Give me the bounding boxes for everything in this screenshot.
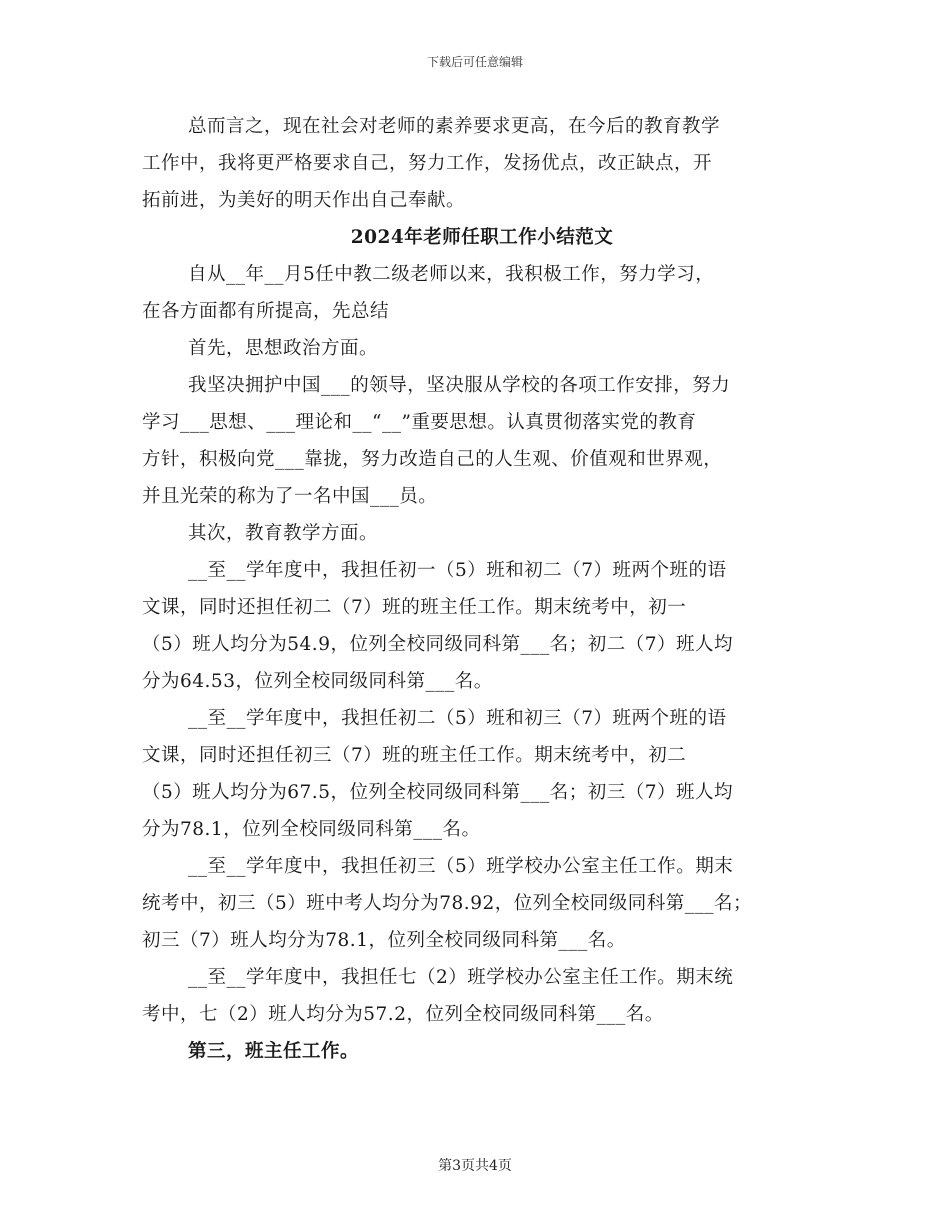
paragraph-line: 统考中，初三（5）班中考人均分为78.92，位列全校同级同科第___名； xyxy=(142,893,752,914)
paragraph-line: 工作中，我将更严格要求自己，努力工作，发扬优点，改正缺点，开 xyxy=(142,153,713,174)
paragraph-line: __至__学年度中，我担任初一（5）班和初二（7）班两个班的语 xyxy=(188,560,727,581)
paragraph-line: 学习___思想、___理论和__“__”重要思想。认真贯彻落实党的教育 xyxy=(142,412,697,433)
paragraph-line: 其次，教育教学方面。 xyxy=(188,523,379,544)
paragraph-line: 分为64.53，位列全校同级同科第___名。 xyxy=(142,671,493,692)
paragraph-line: （5）班人均分为67.5，位列全校同级同科第___名；初三（7）班人均 xyxy=(142,782,733,803)
paragraph-line: 分为78.1，位列全校同级同科第___名。 xyxy=(142,819,481,840)
document-body xyxy=(142,108,822,1070)
paragraph-line: 我坚决拥护中国___的领导，坚决服从学校的各项工作安排，努力 xyxy=(188,375,731,396)
paragraph-line: __至__学年度中，我担任初三（5）班学校办公室主任工作。期末 xyxy=(188,856,734,877)
paragraph-line: 并且光荣的称为了一名中国___员。 xyxy=(142,486,438,507)
paragraph-line: 在各方面都有所提高，先总结 xyxy=(142,301,390,322)
paragraph-line: 初三（7）班人均分为78.1，位列全校同级同科第___名。 xyxy=(142,930,626,951)
paragraph-line: 文课，同时还担任初二（7）班的班主任工作。期末统考中，初一 xyxy=(142,597,687,618)
paragraph-line: 方针，积极向党___靠拢，努力改造自己的人生观、价值观和世界观， xyxy=(142,449,723,470)
paragraph-line: （5）班人均分为54.9，位列全校同级同科第___名；初二（7）班人均 xyxy=(142,634,733,655)
paragraph-line: __至__学年度中，我担任七（2）班学校办公室主任工作。期末统 xyxy=(188,967,734,988)
paragraph-line: 总而言之，现在社会对老师的素养要求更高，在今后的教育教学 xyxy=(188,116,721,137)
paragraph-line: 拓前进，为美好的明天作出自己奉献。 xyxy=(142,190,466,211)
paragraph-line: 首先，思想政治方面。 xyxy=(188,338,379,359)
paragraph-line: 自从__年__月5任中教二级老师以来，我积极工作，努力学习， xyxy=(188,264,715,285)
document-title: 2024年老师任职工作小结范文 xyxy=(350,227,614,248)
paragraph-line: __至__学年度中，我担任初二（5）班和初三（7）班两个班的语 xyxy=(188,708,727,729)
section-heading: 第三，班主任工作。 xyxy=(188,1041,360,1062)
page-header: 下载后可任意编辑 xyxy=(426,55,523,69)
paragraph-line: 考中，七（2）班人均分为57.2，位列全校同级同科第___名。 xyxy=(142,1004,664,1025)
paragraph-line: 文课，同时还担任初三（7）班的班主任工作。期末统考中，初二 xyxy=(142,745,687,766)
page-number: 第3页共4页 xyxy=(438,1158,512,1174)
